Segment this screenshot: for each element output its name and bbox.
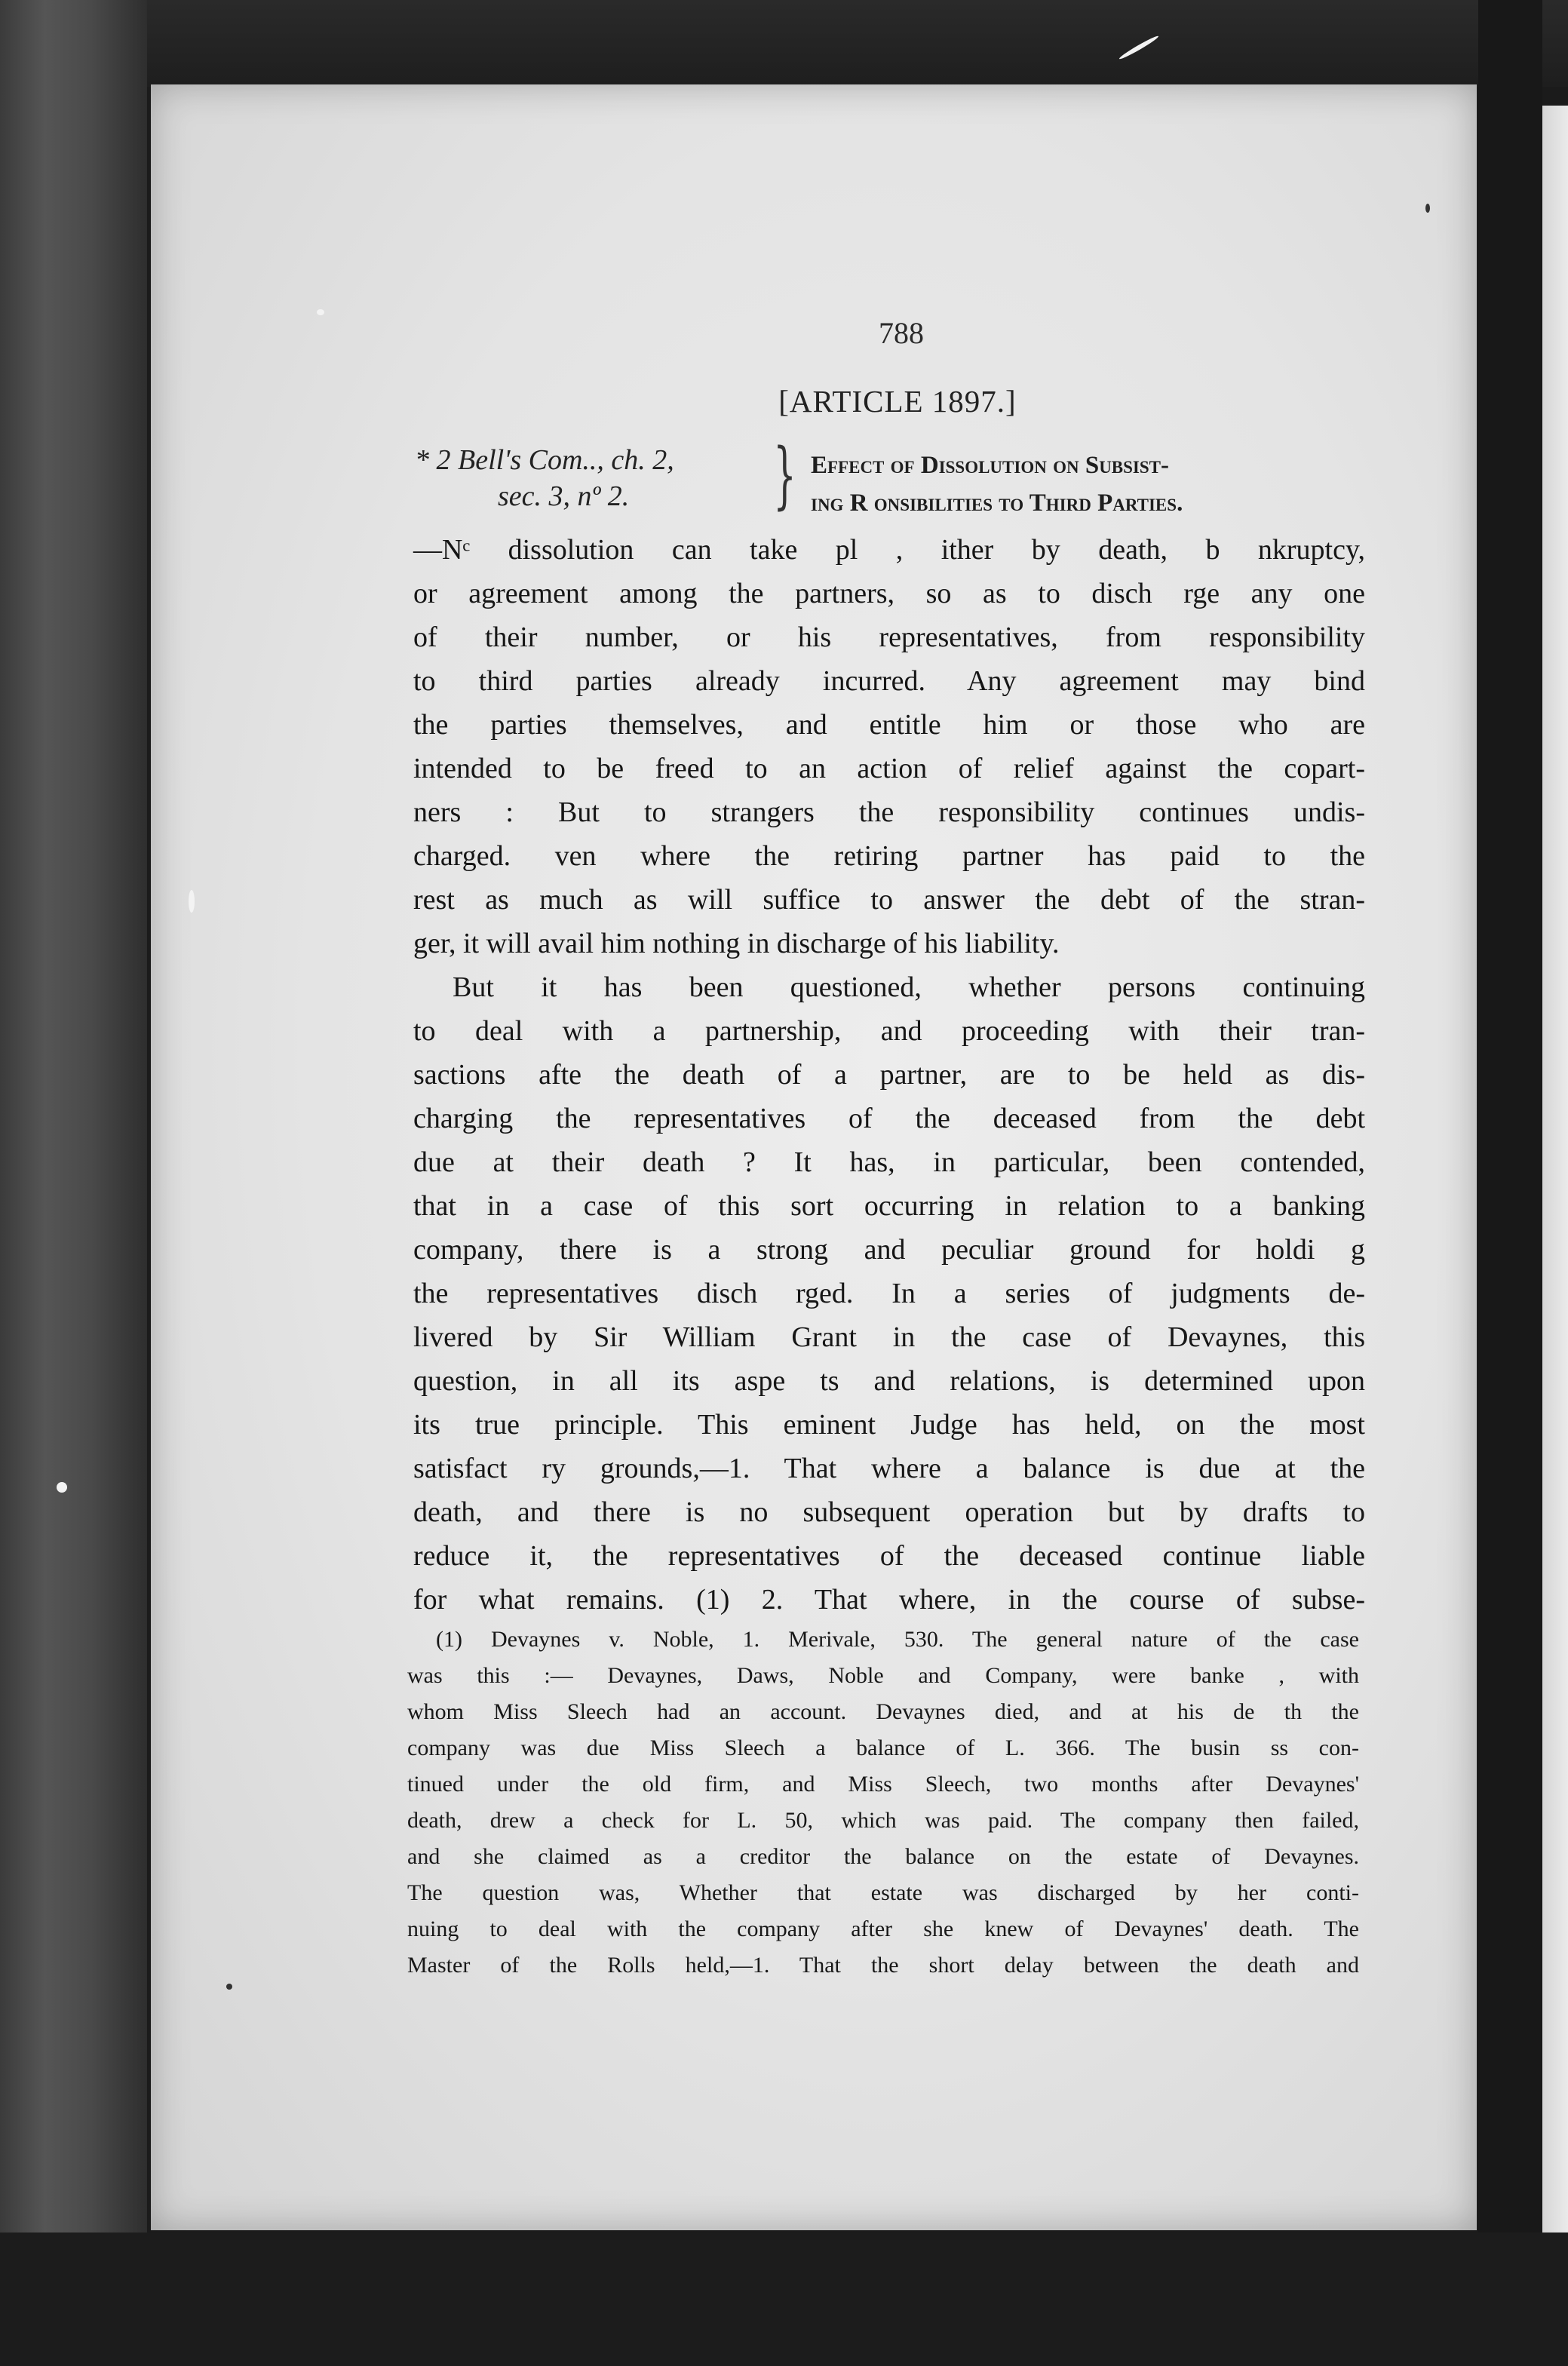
footnote-line: Master of the Rolls held,—1. That the short delay between the death and [407, 1953, 1359, 1978]
footnote-block [407, 1622, 1359, 1984]
text-line: ger, it will avail him nothing in discharge of his liability. [413, 928, 1060, 959]
text-line: —Nᶜ dissolution can take pl , ither by death, b nkruptcy, [413, 534, 1365, 566]
film-speck [1425, 204, 1430, 213]
text-line: that in a case of this sort occurring in relation to a banking [413, 1190, 1365, 1222]
section-heading-line: Effect of Dissolution on Subsist- [811, 452, 1170, 479]
article-heading: [ARTICLE 1897.] [778, 384, 1017, 419]
text-line: reduce it, the representatives of the deceased continue liable [413, 1540, 1365, 1572]
text-line: due at their death ? It has, in particular, been contended, [413, 1146, 1365, 1178]
text-line: to deal with a partnership, and proceeding with their tran- [413, 1015, 1365, 1047]
text-line: death, and there is no subsequent operation but by drafts to [413, 1496, 1365, 1528]
text-line: intended to be freed to an action of relief against the copart- [413, 753, 1365, 784]
footnote-line: nuing to deal with the company after she knew of Devaynes' death. The [407, 1916, 1359, 1941]
footnote-line: The question was, Whether that estate was discharged by her conti- [407, 1880, 1359, 1905]
footnote-line: (1) Devaynes v. Noble, 1. Merivale, 530. The general nature of the case [436, 1627, 1359, 1652]
text-line: sactions afte the death of a partner, are to be held as dis- [413, 1059, 1365, 1091]
film-speck [57, 1482, 67, 1493]
footnote-line: was this :— Devaynes, Daws, Noble and Company, were banke , with [407, 1663, 1359, 1688]
text-line: for what remains. (1) 2. That where, in the course of subse- [413, 1584, 1365, 1616]
film-border-top [0, 0, 1568, 87]
footnote-line: death, drew a check for L. 50, which was paid. The company then failed, [407, 1808, 1359, 1833]
footnote-line: tinued under the old firm, and Miss Sleech, two months after Devaynes' [407, 1772, 1359, 1797]
citation-line-1: * 2 Bell's Com.., ch. 2, [415, 444, 674, 476]
film-border-right [1478, 0, 1542, 2366]
adjacent-page-edge [1542, 106, 1568, 2270]
film-speck [317, 309, 324, 315]
text-line: to third parties already incurred. Any agreement may bind [413, 665, 1365, 697]
text-line: charging the representatives of the deceased from the debt [413, 1103, 1365, 1134]
text-line: livered by Sir William Grant in the case of Devaynes, this [413, 1321, 1365, 1353]
film-border-bottom [0, 2233, 1568, 2366]
text-line: its true principle. This eminent Judge has held, on the most [413, 1409, 1365, 1441]
text-line: charged. ven where the retiring partner has paid to the [413, 840, 1365, 872]
footnote-line: company was due Miss Sleech a balance of L. 366. The busin ss con- [407, 1735, 1359, 1760]
text-line: or agreement among the partners, so as to disch rge any one [413, 578, 1365, 609]
section-heading-line: ing R onsibilities to Third Parties. [811, 489, 1183, 517]
footnote-line: whom Miss Sleech had an account. Devaynes died, and at his de th the [407, 1699, 1359, 1724]
film-border-left [0, 0, 147, 2366]
page-number: 788 [879, 316, 924, 350]
text-line: of their number, or his representatives, from responsibility [413, 621, 1365, 653]
main-text [413, 528, 1365, 1622]
section-heading [811, 447, 1376, 522]
text-line: question, in all its aspe ts and relations, is determined upon [413, 1365, 1365, 1397]
brace-icon: } [773, 433, 796, 517]
text-line: rest as much as will suffice to answer the debt of the stran- [413, 884, 1365, 916]
text-line: the representatives disch rged. In a series of judgments de- [413, 1278, 1365, 1309]
footnote-line: and she claimed as a creditor the balance on the estate of Devaynes. [407, 1844, 1359, 1869]
citation-line-2: sec. 3, nº 2. [498, 480, 630, 512]
text-line: ners : But to strangers the responsibility continues undis- [413, 796, 1365, 828]
text-line: the parties themselves, and entitle him or those who are [413, 709, 1365, 741]
text-line: satisfact ry grounds,—1. That where a balance is due at the [413, 1453, 1365, 1484]
film-speck [189, 890, 195, 913]
text-line: company, there is a strong and peculiar ground for holdi g [413, 1234, 1365, 1266]
film-speck [226, 1984, 232, 1990]
text-line: But it has been questioned, whether persons continuing [453, 971, 1365, 1003]
